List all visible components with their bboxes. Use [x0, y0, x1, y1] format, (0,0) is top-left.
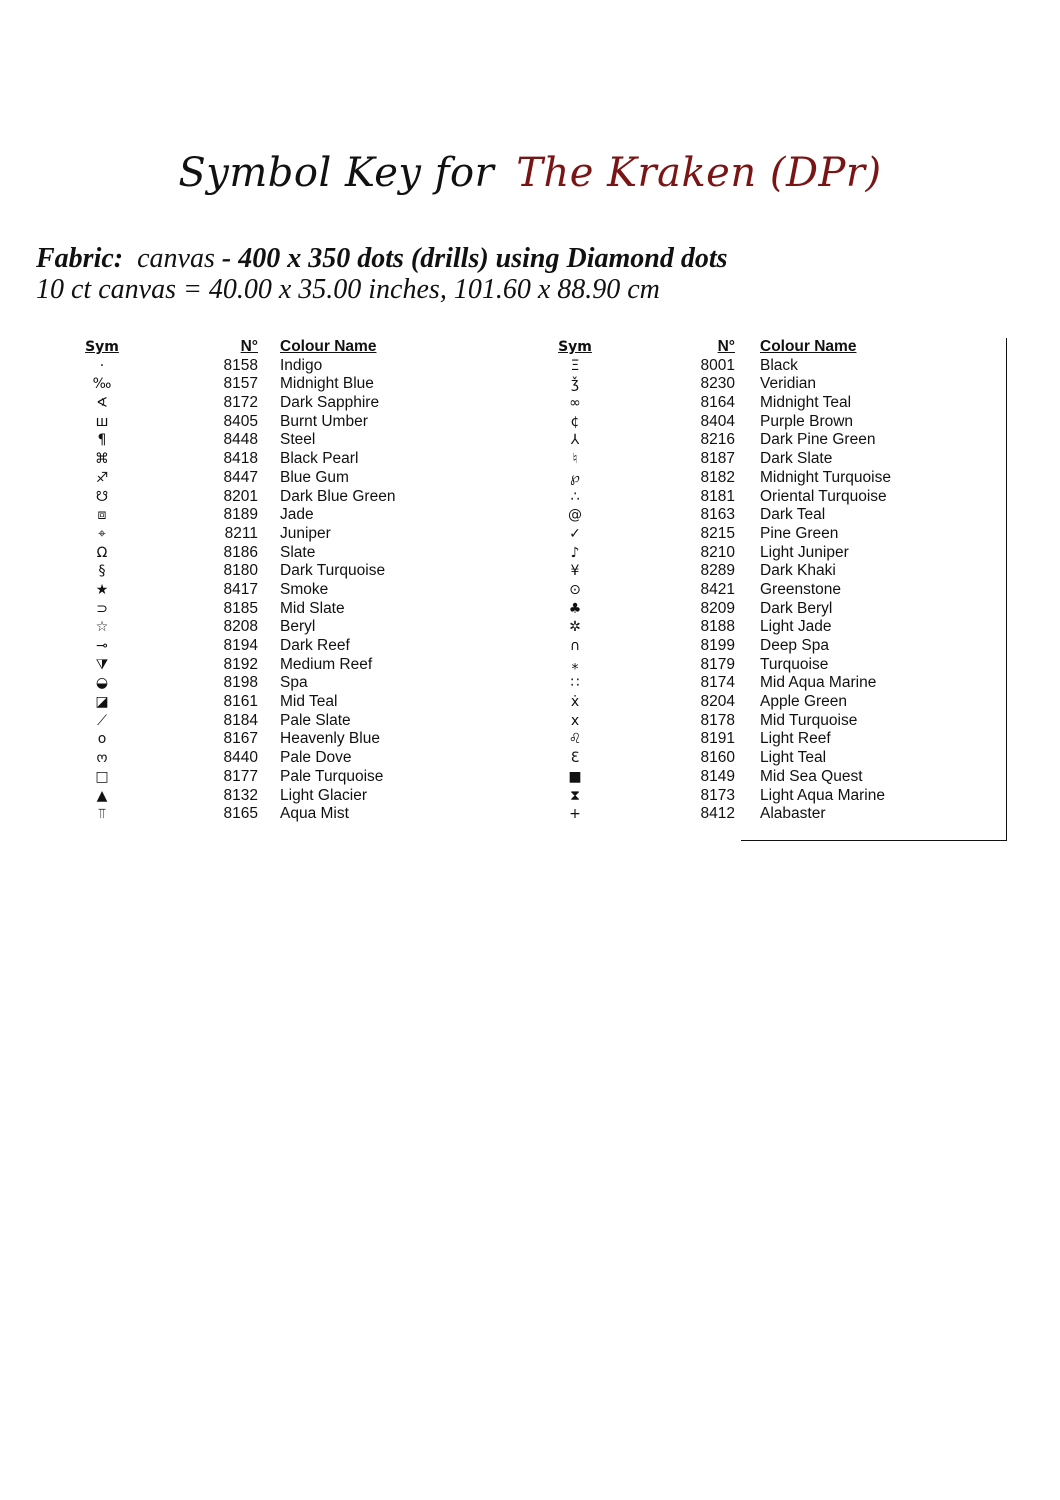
symbol-glyph: ∴ — [570, 488, 580, 505]
colour-name: Spa — [280, 674, 308, 692]
colour-number: 8180 — [223, 562, 258, 580]
header-number: N° — [717, 338, 735, 355]
key-header-row — [0, 338, 1060, 357]
key-row — [0, 469, 1060, 488]
colour-number: 8188 — [700, 618, 735, 636]
fabric-material: canvas — [137, 243, 215, 274]
symbol-glyph: ⫪ — [98, 806, 106, 823]
symbol-glyph: ⟋ — [97, 712, 107, 729]
colour-number: 8187 — [700, 450, 735, 468]
symbol-glyph: ⌖ — [98, 525, 106, 542]
symbol-glyph: ♪ — [570, 544, 580, 561]
colour-number: 8199 — [700, 637, 735, 654]
colour-number: 8001 — [700, 356, 735, 374]
key-row — [0, 431, 1060, 450]
colour-name: Apple Green — [760, 693, 848, 711]
colour-number: 8191 — [700, 730, 735, 748]
symbol-glyph: Ξ — [570, 357, 580, 374]
colour-name: Dark Turquoise — [280, 562, 386, 580]
colour-name: Dark Teal — [760, 506, 826, 524]
pattern-name: The Kraken (DPr) — [516, 150, 882, 196]
colour-name: Purple Brown — [760, 412, 854, 430]
symbol-glyph: o — [97, 731, 107, 748]
symbol-glyph: § — [98, 563, 106, 580]
colour-number: 8447 — [223, 468, 258, 486]
colour-name: Dark Khaki — [760, 562, 836, 580]
colour-name: Beryl — [280, 618, 316, 636]
colour-name: Mid Slate — [280, 599, 345, 617]
symbol-glyph: ∢ — [96, 395, 108, 412]
colour-name: Slate — [280, 543, 316, 561]
colour-name: Light Reef — [760, 730, 831, 748]
colour-name: Medium Reef — [280, 655, 373, 673]
symbol-glyph: ẋ — [570, 694, 580, 711]
fabric-size: 400 x 350 dots (drills) using Diamond dots — [238, 243, 728, 274]
colour-number: 8448 — [223, 431, 258, 449]
symbol-key-right — [0, 338, 1060, 824]
colour-name: Greenstone — [760, 580, 841, 598]
colour-name: Midnight Teal — [760, 394, 852, 412]
colour-name: Turquoise — [760, 655, 829, 673]
key-row — [0, 562, 1060, 581]
colour-name: Steel — [280, 431, 316, 449]
colour-name: Dark Reef — [280, 637, 350, 654]
colour-name: Mid Aqua Marine — [760, 674, 877, 692]
colour-number: 8178 — [700, 711, 735, 729]
symbol-glyph: Ω — [96, 544, 108, 561]
key-row — [0, 375, 1060, 394]
colour-number: 8201 — [223, 487, 258, 505]
colour-number: 8177 — [223, 767, 258, 785]
colour-number: 8198 — [223, 674, 258, 692]
colour-number: 8412 — [700, 805, 735, 823]
symbol-glyph: ⧈ — [97, 507, 107, 524]
symbol-glyph: ∞ — [569, 395, 581, 412]
colour-number: 8186 — [223, 543, 258, 561]
colour-number: 8174 — [700, 674, 735, 692]
key-row — [0, 394, 1060, 413]
colour-name: Alabaster — [760, 805, 826, 823]
colour-number: 8163 — [700, 506, 735, 524]
symbol-glyph: ☋ — [95, 488, 109, 505]
colour-name: Deep Spa — [760, 637, 829, 654]
symbol-glyph: ‰ — [92, 376, 112, 393]
key-row — [0, 357, 1060, 376]
key-row — [0, 768, 1060, 787]
key-row — [0, 749, 1060, 768]
key-row — [0, 693, 1060, 712]
colour-number: 8182 — [700, 468, 735, 486]
colour-number: 8204 — [700, 693, 735, 711]
key-row — [0, 712, 1060, 731]
key-row — [0, 525, 1060, 544]
colour-number: 8179 — [700, 655, 735, 673]
colour-name: Blue Gum — [280, 468, 349, 486]
key-row — [0, 787, 1060, 806]
colour-name: Mid Turquoise — [760, 711, 858, 729]
symbol-glyph: ■ — [568, 768, 582, 785]
symbol-glyph: x — [570, 712, 580, 729]
colour-number: 8421 — [700, 580, 735, 598]
fabric-info — [36, 243, 728, 305]
colour-number: 8192 — [223, 655, 258, 673]
symbol-glyph: ¶ — [97, 432, 107, 449]
symbol-glyph: ǯ — [570, 376, 580, 393]
key-row — [0, 674, 1060, 693]
colour-name: Pale Turquoise — [280, 767, 384, 785]
key-row — [0, 656, 1060, 675]
colour-number: 8161 — [223, 693, 258, 711]
symbol-glyph: ♐ — [95, 469, 109, 486]
header-sym: Sym — [85, 339, 119, 355]
colour-name: Light Aqua Marine — [760, 786, 885, 804]
colour-name: Dark Pine Green — [760, 431, 876, 449]
key-row — [0, 506, 1060, 525]
colour-name: Mid Teal — [280, 693, 338, 711]
symbol-glyph: ¥ — [570, 563, 580, 580]
colour-name: Midnight Blue — [280, 375, 374, 393]
key-row — [0, 730, 1060, 749]
colour-number: 8417 — [223, 580, 258, 598]
colour-number: 8189 — [223, 506, 258, 524]
colour-name: Heavenly Blue — [280, 730, 380, 748]
colour-name: Oriental Turquoise — [760, 487, 887, 505]
symbol-glyph: ▲ — [96, 787, 108, 804]
symbol-glyph: ★ — [95, 581, 109, 598]
colour-name: Dark Slate — [760, 450, 833, 468]
canvas-line: 10 ct canvas = 40.00 x 35.00 inches, 101.60 x 88.90 cm — [36, 274, 660, 305]
colour-number: 8210 — [700, 543, 735, 561]
colour-name: Black — [760, 356, 798, 374]
colour-name: Smoke — [280, 580, 329, 598]
symbol-glyph: ⊸ — [96, 638, 108, 654]
colour-name: Veridian — [760, 375, 817, 393]
colour-number: 8405 — [223, 412, 258, 430]
colour-name: Pine Green — [760, 524, 839, 542]
symbol-glyph: ⅄ — [570, 432, 580, 449]
symbol-glyph: ♣ — [568, 600, 582, 617]
symbol-glyph: ♌ — [568, 731, 582, 748]
symbol-glyph: ო — [96, 750, 108, 767]
colour-number: 8165 — [223, 805, 258, 823]
colour-number: 8181 — [700, 487, 735, 505]
colour-name: Light Jade — [760, 618, 832, 636]
symbol-glyph: @ — [568, 507, 582, 524]
colour-name: Dark Blue Green — [280, 487, 396, 505]
symbol-glyph: ✲ — [569, 619, 581, 636]
key-row — [0, 544, 1060, 563]
colour-number: 8132 — [223, 786, 258, 804]
header-colour-name: Colour Name — [760, 338, 857, 355]
symbol-glyph: ⁎ — [571, 656, 579, 673]
colour-number: 8149 — [700, 767, 735, 785]
symbol-glyph: ⧩ — [95, 656, 109, 673]
colour-number: 8157 — [223, 375, 258, 393]
header-number: N° — [240, 338, 258, 355]
symbol-glyph: ☆ — [95, 619, 109, 636]
colour-name: Aqua Mist — [280, 805, 349, 823]
key-row — [0, 581, 1060, 600]
colour-number: 8211 — [224, 524, 258, 542]
symbol-glyph: ♮ — [572, 451, 578, 468]
header-colour-name: Colour Name — [280, 338, 377, 355]
colour-number: 8184 — [223, 711, 258, 729]
table-border-bottom — [741, 840, 1007, 841]
fabric-line — [36, 243, 728, 274]
symbol-glyph: ¢ — [570, 413, 580, 430]
symbol-glyph: ◪ — [95, 694, 109, 711]
symbol-glyph: ш — [95, 413, 109, 430]
colour-number: 8404 — [700, 412, 735, 430]
key-row — [0, 637, 1060, 656]
symbol-glyph: ∩ — [569, 638, 581, 654]
symbol-glyph: □ — [95, 768, 109, 785]
colour-name: Juniper — [280, 524, 331, 542]
symbol-glyph: ∷ — [570, 675, 580, 692]
colour-name: Light Teal — [760, 749, 827, 767]
symbol-glyph: ⌘ — [95, 451, 109, 468]
symbol-glyph: + — [569, 806, 581, 823]
colour-number: 8164 — [700, 394, 735, 412]
colour-number: 8440 — [223, 749, 258, 767]
colour-number: 8185 — [223, 599, 258, 617]
colour-name: Mid Sea Quest — [760, 767, 863, 785]
colour-number: 8194 — [223, 637, 258, 654]
colour-name: Pale Dove — [280, 749, 352, 767]
symbol-glyph: ⊙ — [569, 581, 581, 598]
colour-number: 8208 — [223, 618, 258, 636]
symbol-glyph: ⧗ — [570, 787, 580, 804]
symbol-glyph: · — [99, 357, 105, 374]
colour-number: 8158 — [223, 356, 258, 374]
colour-name: Black Pearl — [280, 450, 359, 468]
colour-number: 8172 — [223, 394, 258, 412]
colour-number: 8230 — [700, 375, 735, 393]
table-border-right — [1006, 338, 1007, 841]
key-row — [0, 413, 1060, 432]
colour-name: Midnight Turquoise — [760, 468, 891, 486]
key-row — [0, 488, 1060, 507]
colour-name: Burnt Umber — [280, 412, 368, 430]
colour-name: Light Glacier — [280, 786, 368, 804]
colour-number: 8215 — [700, 524, 735, 542]
header-sym: Sym — [558, 339, 592, 355]
colour-number: 8289 — [700, 562, 735, 580]
colour-number: 8160 — [700, 749, 735, 767]
symbol-glyph: ◒ — [95, 675, 109, 692]
key-row — [0, 805, 1060, 824]
colour-name: Light Juniper — [760, 543, 849, 561]
symbol-glyph: ⊃ — [96, 600, 108, 617]
fabric-label: Fabric: — [36, 243, 124, 274]
colour-name: Dark Sapphire — [280, 394, 380, 412]
fabric-separator: - — [221, 243, 232, 274]
symbol-glyph: ✓ — [569, 525, 581, 542]
colour-name: Jade — [280, 506, 314, 524]
colour-name: Pale Slate — [280, 711, 351, 729]
key-row — [0, 618, 1060, 637]
title-prefix: Symbol Key for — [178, 150, 495, 196]
colour-number: 8418 — [223, 450, 258, 468]
colour-name: Indigo — [280, 356, 323, 374]
key-row — [0, 450, 1060, 469]
symbol-glyph: Ɛ — [570, 750, 580, 767]
page-title — [0, 150, 1060, 196]
colour-name: Dark Beryl — [760, 599, 833, 617]
key-row — [0, 600, 1060, 619]
colour-number: 8216 — [700, 431, 735, 449]
colour-number: 8167 — [223, 730, 258, 748]
colour-number: 8209 — [700, 599, 735, 617]
colour-number: 8173 — [700, 786, 735, 804]
symbol-glyph: ℘ — [570, 469, 580, 486]
